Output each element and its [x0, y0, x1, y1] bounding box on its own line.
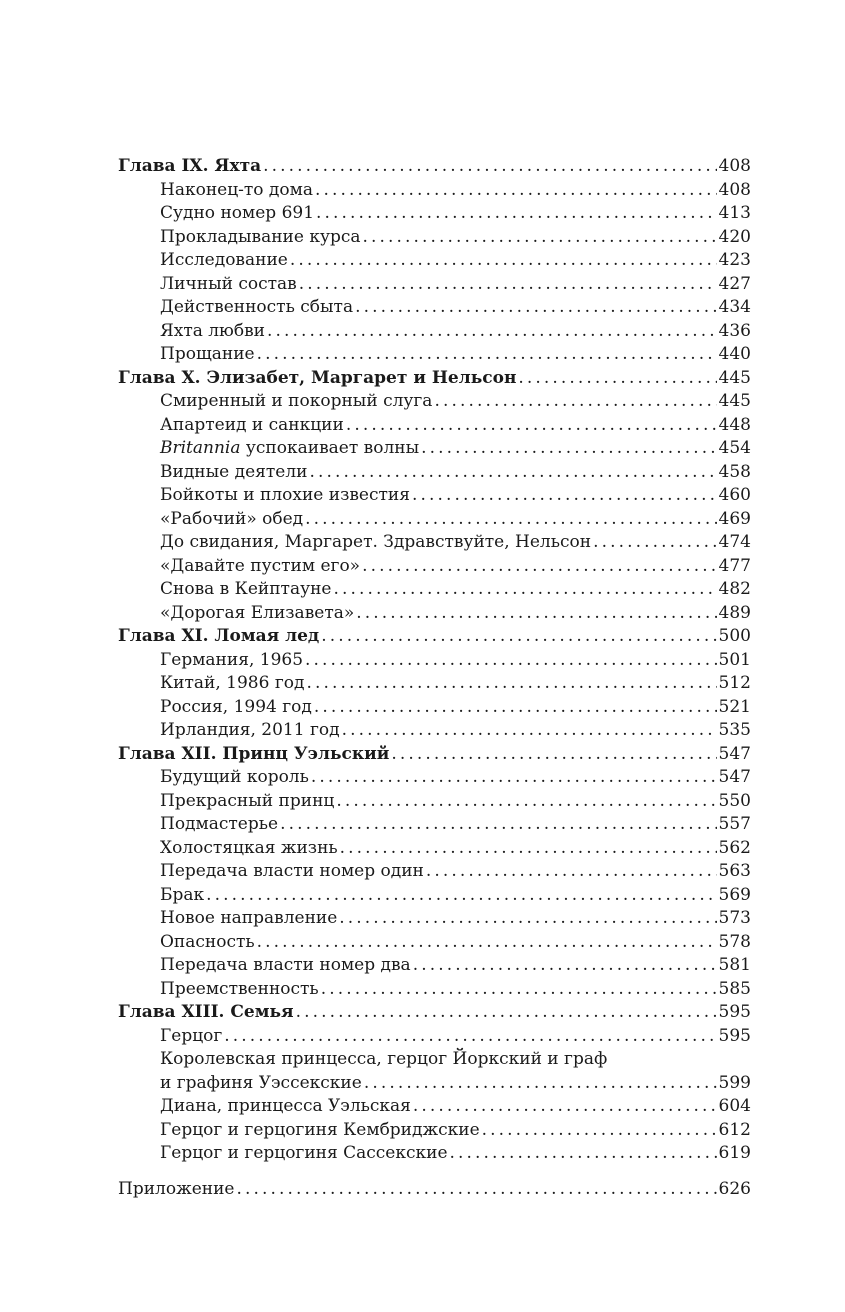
dot-leader	[305, 649, 717, 673]
toc-entry-title: Бойкоты и плохие известия	[160, 485, 410, 505]
toc-entry-title: Россия, 1994 год	[160, 696, 312, 717]
dot-leader	[263, 155, 716, 179]
toc-section	[118, 461, 751, 485]
toc-entry-title: Апартеид и санкции	[160, 414, 344, 435]
toc-section	[118, 437, 751, 461]
dot-leader	[257, 931, 717, 955]
dot-leader	[316, 202, 717, 226]
toc-page-number: 474	[718, 532, 751, 552]
toc-entry-title: Герцог и герцогиня Сассекские	[160, 1143, 448, 1163]
toc-page-number: 420	[718, 226, 751, 247]
toc-section	[118, 1119, 751, 1143]
toc-entry-title: Прекрасный принц	[160, 790, 335, 811]
toc-entry-title: Глава X. Элизабет, Маргарет и Нельсон	[118, 367, 517, 388]
dot-leader	[321, 978, 717, 1002]
toc-section	[118, 813, 751, 837]
toc-section	[118, 649, 751, 673]
toc-section	[118, 672, 751, 696]
toc-entry-title: Германия, 1965	[160, 649, 304, 670]
toc-entry-title-rest: успокаивает волны	[240, 438, 420, 458]
toc-entry-title: Герцог и герцогиня Кембриджские	[160, 1119, 480, 1140]
toc-page-number: 573	[718, 908, 751, 928]
dot-leader	[315, 179, 717, 203]
dot-leader	[290, 249, 717, 273]
toc-entry-title: Приложение	[118, 1178, 235, 1199]
toc-section	[118, 273, 751, 297]
toc-section	[118, 249, 751, 273]
toc-page-number: 547	[718, 743, 751, 764]
dot-leader	[346, 414, 717, 438]
toc-page-number: 626	[718, 1178, 751, 1199]
toc-entry-title: Прощание	[160, 344, 255, 364]
toc-entry-title: Брак	[160, 884, 205, 905]
dot-leader	[299, 273, 717, 297]
toc-page-number: 562	[718, 837, 751, 858]
toc-entry-title: Видные деятели	[160, 461, 308, 482]
toc-page-number: 512	[718, 673, 751, 693]
toc-page-number: 521	[718, 696, 751, 717]
toc-page-number: 599	[718, 1072, 751, 1093]
toc-entry-title: Снова в Кейптауне	[160, 579, 332, 599]
dot-leader	[306, 672, 716, 696]
toc-page-number: 413	[718, 203, 751, 223]
toc-page-number: 501	[718, 649, 751, 670]
toc-chapter	[118, 1001, 751, 1025]
toc-section	[118, 1072, 751, 1096]
dot-leader	[413, 1095, 717, 1119]
toc-entry-title: Прокладывание курса	[160, 226, 361, 247]
dot-leader	[482, 1119, 717, 1143]
toc-section	[118, 390, 751, 414]
dot-leader	[280, 813, 716, 837]
toc-section	[118, 179, 751, 203]
toc-entry-title: Смиренный и покорный слуга	[160, 391, 433, 411]
toc-entry-title: Будущий король	[160, 767, 309, 787]
toc-entry-title: Преемственность	[160, 978, 319, 999]
toc-section	[118, 1095, 751, 1119]
toc-page-number: 448	[718, 414, 751, 435]
toc-page-number: 595	[718, 1002, 751, 1022]
toc-section	[118, 978, 751, 1002]
dot-leader	[267, 320, 717, 344]
dot-leader	[434, 390, 716, 414]
toc-section	[118, 1142, 751, 1166]
toc-section	[118, 555, 751, 579]
toc-page-number: 445	[718, 367, 751, 388]
toc-page-number: 585	[718, 978, 751, 999]
toc-entry-title: Личный состав	[160, 273, 297, 294]
toc-section	[118, 860, 751, 884]
toc-entry-title: Опасность	[160, 931, 255, 952]
dot-leader	[518, 367, 716, 391]
dot-leader	[339, 907, 716, 931]
toc-chapter	[118, 743, 751, 767]
toc-entry-title: Новое направление	[160, 908, 338, 928]
dot-leader	[314, 696, 717, 720]
toc-entry-title: «Рабочий» обед	[160, 508, 304, 529]
toc-page-number: 578	[718, 931, 751, 952]
toc-entry-title: Яхта любви	[160, 320, 265, 341]
toc-page-number: 612	[718, 1119, 751, 1140]
dot-leader	[355, 296, 716, 320]
toc-entry-title: Исследование	[160, 250, 288, 270]
toc-section	[118, 766, 751, 790]
toc-entry-title: Ирландия, 2011 год	[160, 720, 340, 740]
toc-page-number: 569	[718, 884, 751, 905]
toc-page-number: 550	[718, 790, 751, 811]
toc-page-number: 469	[718, 508, 751, 529]
dot-leader	[224, 1025, 716, 1049]
toc-page-number: 500	[718, 626, 751, 646]
toc-entry-title: «Давайте пустим его»	[160, 555, 361, 576]
toc-page-number: 604	[718, 1096, 751, 1116]
toc-section	[118, 837, 751, 861]
toc-section	[118, 508, 751, 532]
dot-leader	[362, 555, 716, 579]
toc-section	[118, 202, 751, 226]
dot-leader	[296, 1001, 717, 1025]
toc-page-number: 547	[718, 767, 751, 787]
toc-page-number: 595	[718, 1025, 751, 1046]
dot-leader	[321, 625, 716, 649]
toc-entry-title: Подмастерье	[160, 814, 279, 834]
dot-leader	[450, 1142, 717, 1166]
toc-section	[118, 884, 751, 908]
toc-entry-title: «Дорогая Елизавета»	[160, 602, 355, 623]
dot-leader	[237, 1178, 717, 1202]
toc-entry-title: Холостяцкая жизнь	[160, 837, 338, 858]
dot-leader	[363, 226, 717, 250]
toc-page-number: 489	[718, 602, 751, 623]
toc-entry-title: Герцог	[160, 1025, 223, 1046]
toc-section	[118, 719, 751, 743]
toc-entry-title: До свидания, Маргарет. Здравствуйте, Нельсон	[160, 532, 592, 552]
toc-page-number: 482	[718, 579, 751, 599]
toc-section	[118, 320, 751, 344]
dot-leader	[391, 743, 716, 767]
toc-section	[118, 414, 751, 438]
toc-page-number: 445	[718, 391, 751, 411]
toc-page-number: 423	[718, 250, 751, 270]
dot-leader	[305, 508, 716, 532]
dot-leader	[206, 884, 716, 908]
toc-entry-title: Китай, 1986 год	[160, 673, 305, 693]
toc-entry-title-italic: Britannia	[160, 438, 241, 458]
toc-page-number: 454	[718, 438, 751, 458]
toc-page-number: 460	[718, 485, 751, 505]
toc-entry-title: Действенность сбыта	[160, 297, 354, 317]
toc-entry-title: Глава IX. Яхта	[118, 156, 262, 176]
toc-page-number: 427	[718, 273, 751, 294]
toc-page-number: 434	[718, 297, 751, 317]
toc-section	[118, 1025, 751, 1049]
toc-section	[118, 296, 751, 320]
dot-leader	[333, 578, 716, 602]
toc-page-number: 408	[718, 156, 751, 176]
table-of-contents	[118, 155, 751, 1201]
toc-section	[118, 696, 751, 720]
toc-entry-title: Судно номер 691	[160, 203, 315, 223]
toc-page-number: 440	[718, 344, 751, 364]
dot-leader	[593, 531, 716, 555]
dot-leader	[421, 437, 716, 461]
toc-section	[118, 931, 751, 955]
toc-page-number: 619	[718, 1143, 751, 1163]
dot-leader	[257, 343, 717, 367]
toc-entry-title: Глава XIII. Семья	[118, 1002, 294, 1022]
toc-entry-title: Передача власти номер один	[160, 861, 424, 881]
dot-leader	[309, 461, 716, 485]
toc-page-number: 557	[718, 814, 751, 834]
toc-section	[118, 790, 751, 814]
toc-section	[118, 226, 751, 250]
toc-page-number: 458	[718, 461, 751, 482]
toc-chapter	[118, 155, 751, 179]
dot-leader	[364, 1072, 717, 1096]
toc-page-number: 436	[718, 320, 751, 341]
toc-entry-title: Глава XII. Принц Уэльский	[118, 743, 390, 764]
toc-appendix	[118, 1178, 751, 1202]
dot-leader	[311, 766, 717, 790]
toc-entry-title: и графиня Уэссекские	[160, 1072, 362, 1093]
toc-entry-title: Глава XI. Ломая лед	[118, 626, 320, 646]
toc-page-number: 477	[718, 555, 751, 576]
dot-leader	[342, 719, 717, 743]
toc-entry-title: Наконец-то дома	[160, 179, 313, 200]
toc-page-number: 408	[718, 179, 751, 200]
dot-leader	[340, 837, 717, 861]
toc-entry-title	[160, 437, 419, 461]
toc-entry-title: Передача власти номер два	[160, 955, 411, 975]
toc-entry-title: Диана, принцесса Уэльская	[160, 1096, 411, 1116]
toc-section	[118, 343, 751, 367]
toc-section	[118, 484, 751, 508]
dot-leader	[426, 860, 717, 884]
toc-chapter	[118, 625, 751, 649]
toc-page-number: 563	[718, 861, 751, 881]
toc-section	[118, 907, 751, 931]
dot-leader	[412, 484, 717, 508]
toc-entry-title-line1: Королевская принцесса, герцог Йоркский и граф	[160, 1049, 608, 1069]
toc-section	[118, 531, 751, 555]
toc-page-number: 581	[718, 955, 751, 975]
dot-leader	[356, 602, 716, 626]
dot-leader	[413, 954, 717, 978]
dot-leader	[336, 790, 716, 814]
toc-chapter	[118, 367, 751, 391]
toc-section	[118, 954, 751, 978]
toc-page-number: 535	[718, 720, 751, 740]
toc-section	[118, 602, 751, 626]
toc-section	[118, 578, 751, 602]
